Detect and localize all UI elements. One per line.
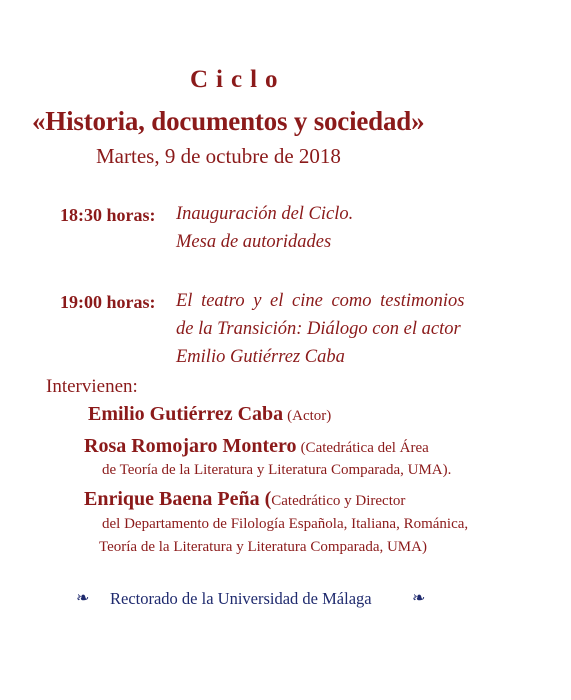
footer-text: Rectorado de la Universidad de Málaga	[110, 589, 372, 608]
speaker-role: (Actor)	[287, 408, 332, 424]
speaker-role: (Catedrática del Área	[300, 440, 429, 456]
program-line: Emilio Gutiérrez Caba	[176, 347, 345, 367]
speaker	[84, 435, 429, 458]
speaker	[88, 403, 331, 426]
speakers-label: Intervienen:	[46, 376, 138, 397]
speaker-role-line: de Teoría de la Literatura y Literatura Comparada, UMA).	[102, 462, 452, 478]
cycle-title: «Historia, documentos y sociedad»	[32, 106, 425, 136]
program-time: 18:30 horas:	[60, 205, 156, 225]
speaker-name: Enrique Baena Peña (	[84, 488, 272, 510]
speaker-role-line: del Departamento de Filología Española, Italiana, Románica,	[102, 516, 469, 532]
program-time: 19:00 horas:	[60, 292, 156, 312]
speaker-name: Emilio Gutiérrez Caba	[88, 403, 284, 425]
speaker-role: Catedrático y Director	[271, 493, 406, 509]
speaker	[84, 488, 405, 511]
fleuron-icon: ❧	[76, 590, 90, 607]
program-line: Inauguración del Ciclo.	[176, 204, 354, 224]
program-line: de la Transición: Diálogo con el actor	[176, 319, 461, 339]
speaker-name: Rosa Romojaro Montero	[84, 435, 297, 457]
program-line: El teatro y el cine como testimonios	[176, 291, 465, 311]
cycle-label: Ciclo	[190, 66, 286, 93]
program-line: Mesa de autoridades	[176, 232, 332, 252]
event-date: Martes, 9 de octubre de 2018	[96, 144, 341, 168]
fleuron-icon: ❧	[412, 590, 426, 607]
speaker-role-line: Teoría de la Literatura y Literatura Comparada, UMA)	[99, 539, 427, 555]
